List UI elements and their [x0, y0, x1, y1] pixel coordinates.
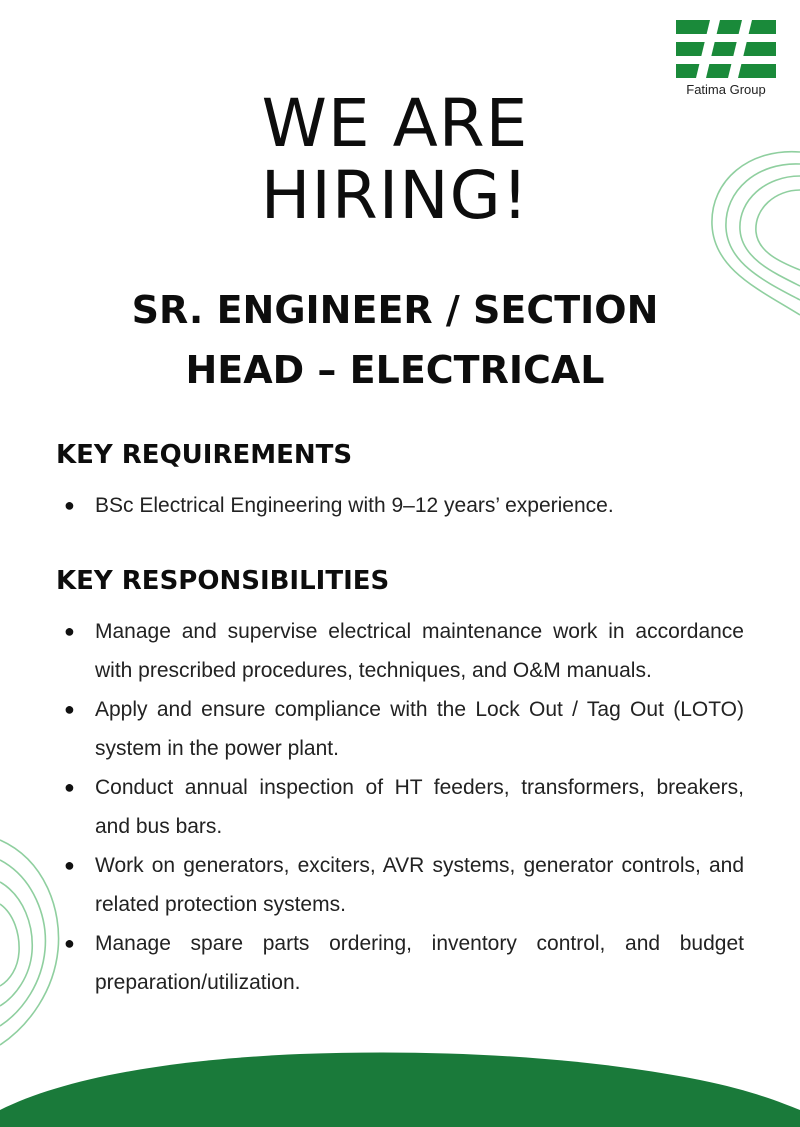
bullet-icon: ● — [64, 933, 75, 953]
responsibilities-list — [64, 612, 744, 1002]
responsibility-text: Manage spare parts ordering, inventory control, and budget preparation/utilization. — [95, 932, 744, 994]
bullet-icon: ● — [64, 621, 75, 641]
hero-line-1: WE ARE — [261, 85, 529, 162]
hero-headline — [0, 85, 790, 234]
responsibility-text: Conduct annual inspection of HT feeders, transformers, breakers, and bus bars. — [95, 776, 744, 838]
responsibilities-heading: KEY RESPONSIBILITIES — [56, 566, 390, 596]
logo-text: Fatima Group — [686, 82, 766, 97]
list-item — [64, 612, 744, 690]
responsibility-text: Work on generators, exciters, AVR systems, generator controls, and related protection systems. — [95, 854, 744, 916]
fatima-group-logo-icon — [676, 20, 776, 78]
list-item — [64, 768, 744, 846]
decorative-contour-lines-left — [0, 830, 70, 1050]
job-title-line-1: SR. ENGINEER / SECTION — [131, 288, 659, 332]
list-item — [64, 690, 744, 768]
requirement-text: BSc Electrical Engineering with 9–12 years’ experience. — [95, 494, 614, 517]
job-title-line-2: HEAD – ELECTRICAL — [185, 348, 605, 392]
list-item — [64, 846, 744, 924]
responsibility-text: Apply and ensure compliance with the Lock Out / Tag Out (LOTO) system in the power plant. — [95, 698, 744, 760]
responsibility-text: Manage and supervise electrical maintenance work in accordance with prescribed procedures, techniques, and O&M manuals. — [95, 620, 744, 682]
hero-line-2: HIRING! — [260, 157, 530, 234]
bullet-icon: ● — [64, 777, 75, 797]
decorative-green-wave — [0, 1040, 800, 1127]
list-item — [64, 924, 744, 1002]
requirements-heading: KEY REQUIREMENTS — [56, 440, 353, 470]
requirements-list — [64, 486, 744, 525]
bullet-icon: ● — [64, 699, 75, 719]
bullet-icon: ● — [64, 495, 75, 515]
list-item — [64, 486, 744, 525]
job-title — [0, 280, 790, 400]
bullet-icon: ● — [64, 855, 75, 875]
